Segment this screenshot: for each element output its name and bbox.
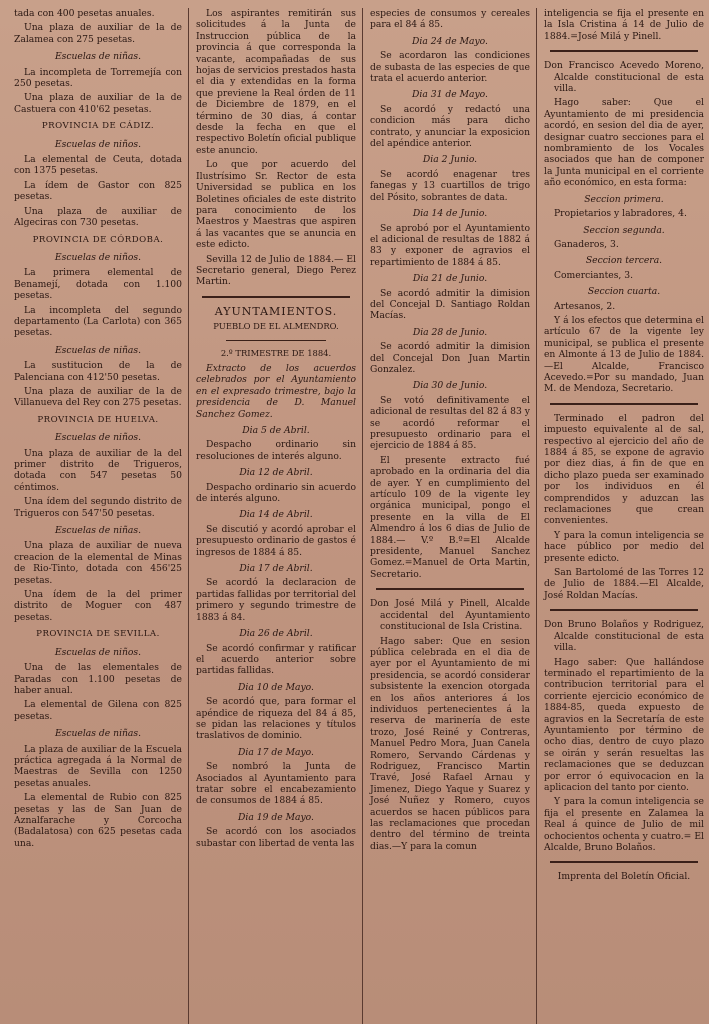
paragraph: Hago saber: Que hallándose terminado el repartimiento de la contribucion territorial para el corriente ejercicio económico de 1884-85, queda expuesto de agravios en la Secretaría de este Ayuntamiento por término de ocho dias, dentro de cuyo plazo se oirán y serán resueltas las reclamaciones que se deduzcan por error ó equivocacion en la aplicacion del tanto por ciento. xyxy=(544,656,704,793)
column-2 xyxy=(188,8,356,1024)
paragraph: Se acordó con los asociados subastar con libertad de venta las xyxy=(196,826,356,849)
date-heading: Dia 14 de Abril. xyxy=(239,509,313,521)
paragraph: Una de las elementales de Paradas con 1.100 pesetas de haber anual. xyxy=(14,662,182,696)
paragraph: La primera elemental de Benamejí, dotada con 1.100 pesetas. xyxy=(14,267,182,302)
section-rule xyxy=(376,588,524,590)
province-heading: PROVINCIA DE CÁDIZ. xyxy=(41,121,155,132)
paragraph: Se acordó admitir la dimision del Concejal Don Juan Martin Gonzalez. xyxy=(370,341,530,375)
subheading: Escuelas de niñas. xyxy=(54,525,142,537)
trimester-heading: 2.º TRIMESTRE DE 1884. xyxy=(220,347,332,358)
subheading: Escuelas de niños. xyxy=(54,251,142,263)
section-heading: Seccion primera. xyxy=(584,193,664,205)
date-heading: Dia 26 de Abril. xyxy=(239,628,313,640)
paragraph: La elemental de Rubio con 825 pesetas y las de San Juan de Aznalfarache y Corcocha (Badalatosa) con 625 pesetas cada una. xyxy=(14,792,182,849)
paragraph: Una plaza de auxiliar de la de Zalamea con 275 pesetas. xyxy=(14,22,182,45)
paragraph: El presente extracto fué aprobado en la ordinaria del dia de ayer. Y en cumplimiento del artículo 109 de la vigente ley orgánica municipal, pongo el presente en la villa de El Almendro á los 6 dias de Julio de 1884.— V.º B.º=El Alcalde presidente, Manuel Sanchez Gomez.=Manuel de Orta Martin, Secretario. xyxy=(370,454,530,580)
province-heading: PROVINCIA DE CÓRDOBA. xyxy=(32,234,164,245)
date-heading: Dia 12 de Abril. xyxy=(239,467,313,479)
paragraph: Una ídem de la del primer distrito de Moguer con 487 pesetas. xyxy=(14,589,182,623)
paragraph: tada con 400 pesetas anuales. xyxy=(14,8,155,19)
paragraph: La sustitucion de la de Palenciana con 412'50 pesetas. xyxy=(14,360,182,383)
paragraph: La incompleta del segundo departamento (La Carlota) con 365 pesetas. xyxy=(14,304,182,339)
paragraph: Se nombró la Junta de Asociados al Ayuntamiento para tratar sobre el encabezamiento de consumos de 1884 á 85. xyxy=(196,761,356,807)
date-heading: Dia 28 de Junio. xyxy=(412,326,488,338)
column-3 xyxy=(362,8,530,1024)
paragraph: Se acordó la declaracion de partidas fallidas por territorial del primero y segundo trimestre de 1883 á 84. xyxy=(196,577,356,623)
paragraph: Hago saber: Que en sesion pública celebrada en el dia de ayer por el Ayuntamiento de mi presidencia, se acordó considerar subsistente la exencion otorgada en los años anteriores á los individuos pertenecientes á la reserva de marinería de este trozo, José Reiné y Contreras, Manuel Pedro Mora, Juan Canela Romero, Servando Cárdenas y Rodriguez, Francisco Martin Travé, José Rafael Arnau y Jimenez, Diego Yaque y Suarez y José Nuñez y Romero, cuyos acuerdos se hacen públicos para las reclamaciones que procedan dentro del término de treinta dias.—Y para la comun xyxy=(370,635,530,852)
paragraph: Se votó definitivamente el adicional de resultas del 82 á 83 y se acordó reformar el presupuesto ordinario para el ejercicio de 1884 á 85. xyxy=(370,394,530,452)
paragraph: La elemental de Ceuta, dotada con 1375 pesetas. xyxy=(14,154,182,177)
paragraph: Se acordó enagenar tres fanegas y 13 cuartillos de trigo del Pósito, sobrantes de data. xyxy=(370,168,530,203)
notice-header: Don José Milá y Pinell, Alcalde accidental del Ayuntamiento constitucional de Isla Cristina. xyxy=(370,598,530,633)
date-heading: Dia 10 de Mayo. xyxy=(238,681,314,693)
divider xyxy=(226,340,326,341)
paragraph: Una plaza de auxiliar de nueva creacion de la elemental de Minas de Rio-Tinto, dotada con 456'25 pesetas. xyxy=(14,540,182,586)
section-heading: Seccion tercera. xyxy=(585,255,663,267)
paragraph: La plaza de auxiliar de la Escuela práctica agregada á la Normal de Maestras de Sevilla con 1250 pesetas anuales. xyxy=(14,743,182,789)
date-heading: Dia 24 de Mayo. xyxy=(412,35,488,47)
paragraph: Terminado el padron del impuesto equivalente al de sal, respectivo al ejercicio del año de 1884 á 85, se expone de agravio por diez dias, á fin de que en dicho plazo pueda ser examinado por los individuos en él comprendidos y aduzcan las reclamaciones que crean convenientes. xyxy=(544,412,704,527)
paragraph: inteligencia se fija el presente en la Isla Cristina á 14 de Julio de 1884.=José Milá y Pinell. xyxy=(544,8,704,42)
subheading: Escuelas de niños. xyxy=(54,432,142,444)
paragraph: La incompleta de Torremejía con 250 pesetas. xyxy=(14,66,182,90)
printer-imprint: Imprenta del Boletín Oficial. xyxy=(557,871,691,883)
paragraph: Una plaza de auxiliar de la de Villanueva del Rey con 275 pesetas. xyxy=(14,385,182,409)
section-heading: Seccion cuarta. xyxy=(587,286,661,298)
date-heading: Dia 30 de Junio. xyxy=(412,380,488,392)
paragraph: Una plaza de auxiliar de Algeciras con 730 pesetas. xyxy=(14,205,182,229)
section-rule xyxy=(550,50,698,52)
paragraph: Hago saber: Que el Ayuntamiento de mi presidencia acordó, en sesion del dia de ayer, designar cuatro secciones para el nombramiento de los Vocales asociados que han de componer la Junta municipal en el corriente año económico, en esta forma: xyxy=(544,97,704,189)
section-title: AYUNTAMIENTOS. xyxy=(214,304,338,318)
paragraph: Se acordaron las condiciones de subasta de las especies de que trata el acuerdo anterior. xyxy=(370,50,530,85)
paragraph: Lo que por acuerdo del Ilustrísimo Sr. Rector de esta Universidad se publica en los Boletines oficiales de este distrito para conocimiento de los Maestros y Maestras que aspiren á las vacantes que se anuncia en este edicto. xyxy=(196,159,356,251)
subheading: Escuelas de niños. xyxy=(54,646,142,658)
column-1 xyxy=(14,8,182,1024)
date-heading: Dia 2 Junio. xyxy=(422,154,478,166)
paragraph: Se discutió y acordó aprobar el presupuesto ordinario de gastos é ingresos de 1884 á 85. xyxy=(196,523,356,558)
paragraph: Ganaderos, 3. xyxy=(554,238,619,250)
paragraph: Se aprobó por el Ayuntamiento el adicional de resultas de 1882 á 83 y exponer de agravios el repartimiento de 1884 á 85. xyxy=(370,222,530,268)
paragraph: La elemental de Gilena con 825 pesetas. xyxy=(14,699,182,722)
paragraph: Se acordó admitir la dimision del Concejal D. Santiago Roldan Macías. xyxy=(370,287,530,322)
subheading: Escuelas de niñas. xyxy=(54,344,142,356)
province-heading: PROVINCIA DE SEVILLA. xyxy=(36,629,160,640)
signature-line: Sevilla 12 de Julio de 1884.— El Secretario general, Diego Perez Martin. xyxy=(196,253,356,288)
paragraph: Una plaza de auxiliar de la de Castuera con 410'62 pesetas. xyxy=(14,92,182,115)
paragraph: Y para la comun inteligencia se hace público por medio del presente edicto. xyxy=(544,529,704,564)
notice-header: Don Francisco Acevedo Moreno, Alcalde constitucional de esta villa. xyxy=(544,60,704,95)
date-heading: Dia 5 de Abril. xyxy=(242,425,310,436)
paragraph: Una plaza de auxiliar de la del primer distrito de Trigueros, dotada con 547 pesetas 50 céntimos. xyxy=(14,447,182,493)
date-heading: Dia 19 de Mayo. xyxy=(238,811,314,823)
section-rule xyxy=(202,296,350,298)
paragraph: Se acordó y redactó una condicion más para dicho contrato, y anunciar la exposicion del apéndice anterior. xyxy=(370,103,530,150)
paragraph: Se acordó que, para formar el apéndice de riqueza del 84 á 85, se pidan las relaciones y títulos traslativos de dominio. xyxy=(196,696,356,742)
extract-intro: Extracto de los acuerdos celebrados por el Ayuntamiento en el expresado trimestre, bajo la presidencia de D. Manuel Sanchez Gomez. xyxy=(196,362,356,420)
subheading: Escuelas de niñas. xyxy=(54,51,142,63)
paragraph: Artesanos, 2. xyxy=(554,300,616,312)
paragraph: Comerciantes, 3. xyxy=(554,269,634,281)
section-rule xyxy=(550,403,698,405)
section-rule xyxy=(550,861,698,863)
paragraph: Y para la comun inteligencia se fija el presente en Zalamea la Real á quince de Julio de mil ochocientos ochenta y cuatro.= El Alcalde, Bruno Bolaños. xyxy=(544,796,704,853)
subheading: Escuelas de niños. xyxy=(54,138,142,150)
section-heading: Seccion segunda. xyxy=(583,224,665,236)
town-heading: PUEBLO DE EL ALMENDRO. xyxy=(213,321,339,332)
date-heading: Dia 31 de Mayo. xyxy=(412,89,488,101)
date-heading: Dia 14 de Junio. xyxy=(412,208,488,220)
date-heading: Dia 21 de Junio. xyxy=(412,273,488,285)
paragraph: Se acordó confirmar y ratificar el acuerdo anterior sobre partidas fallidas. xyxy=(196,642,356,677)
notice-header: Don Bruno Bolaños y Rodriguez, Alcalde constitucional de esta villa. xyxy=(544,619,704,654)
paragraph: Despacho ordinario sin acuerdo de interés alguno. xyxy=(196,481,356,505)
paragraph: La ídem de Gastor con 825 pesetas. xyxy=(14,179,182,203)
paragraph: Una ídem del segundo distrito de Trigueros con 547'50 pesetas. xyxy=(14,496,182,519)
paragraph: Los aspirantes remitirán sus solicitudes á la Junta de Instruccion pública de la provincia á que corresponda la vacante, acompañadas de sus hojas de servicios prestados hasta el dia y extendidas en la forma que previene la Real órden de 11 de Diciembre de 1879, en el término de 30 dias, á contar desde la fecha en que el respectivo Boletín oficial publique este anuncio. xyxy=(196,8,356,156)
subheading: Escuelas de niñas. xyxy=(54,728,142,740)
date-heading: Dia 17 de Abril. xyxy=(239,563,313,575)
paragraph: especies de consumos y cereales para el 84 á 85. xyxy=(370,8,530,31)
paragraph: Y á los efectos que determina el artículo 67 de la vigente ley municipal, se publica el presente en Almonte á 13 de Julio de 1884.—El Alcalde, Francisco Acevedo.=Por su mandado, Juan M. de Mendoza, Secretario. xyxy=(544,314,704,395)
column-4 xyxy=(536,8,704,1024)
section-rule xyxy=(550,609,698,611)
province-heading: PROVINCIA DE HUELVA. xyxy=(37,414,159,425)
date-heading: Dia 17 de Mayo. xyxy=(238,746,314,758)
paragraph: Despacho ordinario sin resoluciones de interés alguno. xyxy=(196,439,356,462)
paragraph: Propietarios y labradores, 4. xyxy=(554,208,687,220)
paragraph: San Bartolomé de las Torres 12 de Julio de 1884.—El Alcalde, José Roldan Macías. xyxy=(544,567,704,601)
